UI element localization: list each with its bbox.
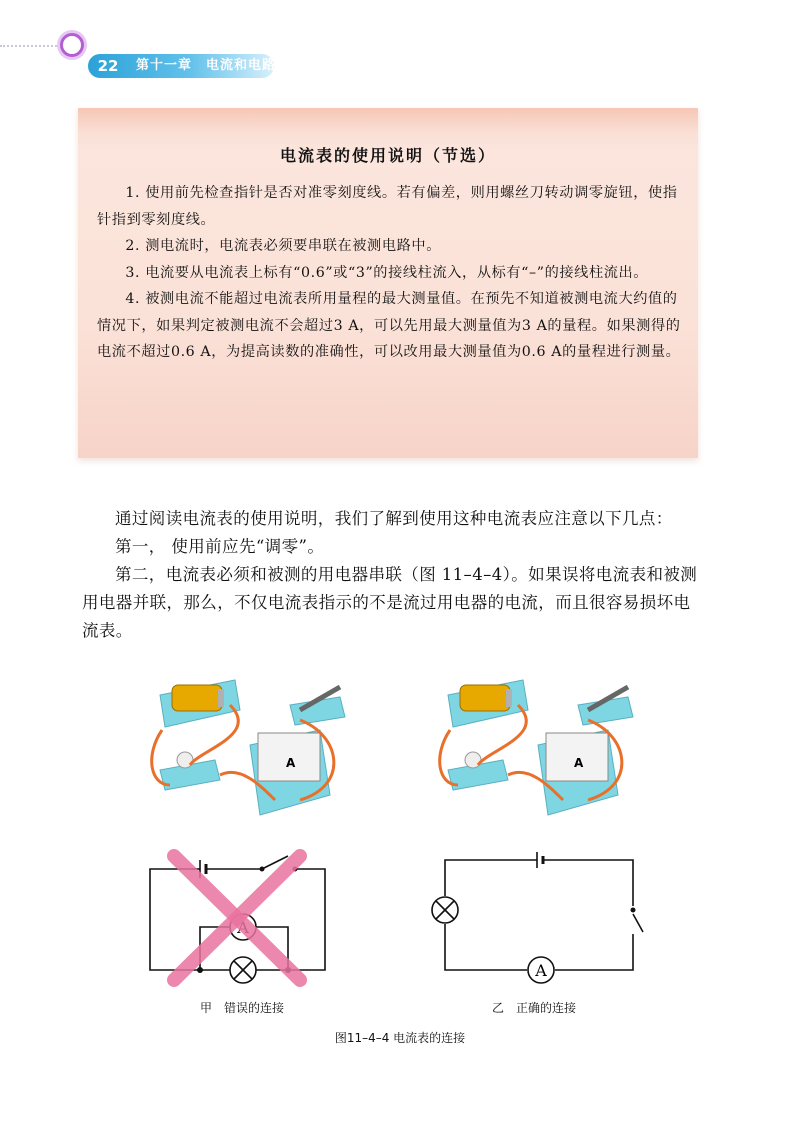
manual-item: 1. 使用前先检查指针是否对准零刻度线。若有偏差，则用螺丝刀转动调零旋钮，使指针指到零刻度线。 [97,185,678,228]
chapter-title: 第十一章 电流和电路 [136,58,277,73]
manual-item: 2. 测电流时，电流表必须要串联在被测电路中。 [125,238,441,254]
bulb-icon [465,752,481,768]
body-paragraph: 第二，电流表必须和被测的用电器串联（图 11–4–4）。如果误将电流表和被测用电器并联，那么，不仅电流表指示的不是流过用电器的电流，而且很容易损坏电流表。 [82,565,698,640]
header-dotted-line [0,45,64,47]
circuit-diagram-wrong [140,848,350,988]
apparatus-illustration-wrong [140,675,370,830]
switch-symbol [633,914,643,932]
svg-text:A: A [574,756,584,770]
svg-text:A: A [286,756,296,770]
apparatus-illustration-right [428,675,658,830]
manual-title: 电流表的使用说明（节选） [279,146,496,165]
figure-caption: 图11–4–4 电流表的连接 [334,1031,466,1045]
manual-panel-band [78,108,698,134]
header-ring-icon [60,33,84,57]
circuit-diagram-right [425,848,645,988]
battery-icon [460,685,510,711]
body-text [82,505,702,645]
ammeter-label: A [535,961,547,980]
manual-item: 3. 电流要从电流表上标有“0.6”或“3”的接线柱流入，从标有“–”的接线柱流出。 [125,264,649,281]
caption-right: 乙 正确的连接 [492,1001,577,1015]
manual-item: 4. 被测电流不能超过电流表所用量程的最大测量值。在预先不知道被测电流大约值的情况下，如果判定被测电流不会超过3 A，可以先用最大测量值为3 A的量程。如果测得的电流不超过0.6 A，为提高读数的准确性，可以改用最大测量值为0.6 A的量程进行测量。 [97,291,681,360]
manual-items [97,180,687,366]
body-paragraph: 第一， 使用前应先“调零”。 [115,537,325,556]
page-number: 22 [97,57,119,75]
caption-wrong: 甲 错误的连接 [200,1001,285,1015]
body-paragraph: 通过阅读电流表的使用说明，我们了解到使用这种电流表应注意以下几点： [115,509,673,528]
battery-icon [172,685,222,711]
bulb-icon [177,752,193,768]
